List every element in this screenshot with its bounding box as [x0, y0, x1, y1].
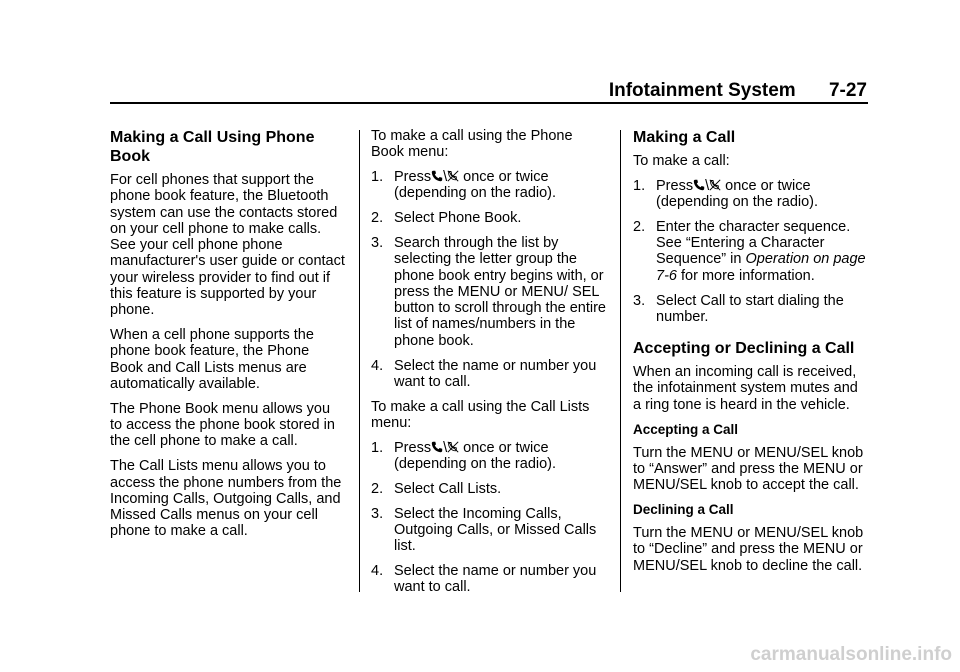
list-number: 4.	[371, 357, 384, 374]
column-divider-2	[620, 130, 621, 592]
step-text: Enter the character sequence. See “Entering a Character Sequence” in	[656, 218, 851, 268]
list-item	[633, 219, 869, 284]
list-item	[371, 481, 607, 497]
list-item	[371, 506, 607, 555]
column-3	[633, 128, 869, 582]
paragraph: To make a call:	[633, 153, 730, 169]
steps-list-call-lists	[371, 440, 607, 596]
step-text: Select the name or number you want to call.	[394, 563, 597, 596]
list-item	[371, 235, 607, 349]
list-item	[633, 178, 869, 211]
phone-icon	[693, 179, 705, 191]
step-text: once or twice (depending on the radio).	[394, 439, 557, 473]
step-text: Select Phone Book.	[394, 210, 522, 227]
list-number: 2.	[633, 218, 646, 235]
steps-list-phone-book	[371, 169, 607, 390]
list-item	[371, 210, 607, 226]
column-2	[371, 128, 607, 604]
header-title: Infotainment System	[608, 80, 796, 101]
step-text: Press	[394, 439, 432, 456]
paragraph: When an incoming call is received, the infotainment system mutes and a ring tone is heard in the vehicle.	[633, 364, 858, 413]
list-number: 1.	[371, 439, 384, 456]
separator: \	[443, 439, 448, 456]
paragraph: The Call Lists menu allows you to access the phone numbers from the Incoming Calls, Outgoing Calls, and Missed Calls menus on your cell phone to make a call.	[110, 458, 342, 540]
page-header	[609, 80, 867, 102]
column-1	[110, 128, 346, 548]
step-text: Press	[394, 169, 432, 186]
separator: \	[443, 169, 448, 186]
list-number: 2.	[371, 480, 384, 497]
list-item	[371, 358, 607, 391]
section-heading-phone-book: Making a Call Using Phone Book	[110, 129, 315, 165]
paragraph: When a cell phone supports the phone book feature, the Phone Book and Call Lists menus are automatically available.	[110, 327, 314, 393]
section-heading-accepting-declining: Accepting or Declining a Call	[633, 340, 855, 358]
list-number: 1.	[371, 169, 384, 186]
step-text: for more information.	[676, 267, 815, 284]
page-number: 7-27	[828, 80, 867, 101]
list-number: 3.	[371, 234, 384, 251]
paragraph: To make a call using the Call Lists menu:	[371, 398, 590, 431]
paragraph: The Phone Book menu allows you to access the phone book stored in the cell phone to make a call.	[110, 400, 335, 450]
section-heading-making-a-call: Making a Call	[633, 129, 736, 146]
mute-icon	[709, 179, 721, 191]
phone-icon	[431, 441, 443, 453]
step-text: Select Call Lists.	[394, 480, 502, 497]
mute-icon	[447, 170, 459, 182]
header-rule	[110, 102, 868, 104]
list-number: 2.	[371, 210, 384, 227]
step-text: Select the Incoming Calls, Outgoing Calls, or Missed Calls list.	[394, 505, 597, 555]
step-text: Select Call to start dialing the number.	[656, 292, 844, 325]
paragraph: For cell phones that support the phone book feature, the Bluetooth system can use the contacts stored on your cell phone to make calls. See your cell phone phone manufacturer's user guide or contact your wireless provider to find out if this feature is supported by your phone.	[110, 172, 345, 319]
list-item	[633, 293, 869, 326]
paragraph: Turn the MENU or MENU/SEL knob to “Answer” and press the MENU or MENU/SEL knob to accept the call.	[633, 444, 864, 494]
phone-icon	[431, 170, 443, 182]
step-text: Press	[656, 177, 694, 194]
paragraph: Turn the MENU or MENU/SEL knob to “Decline” and press the MENU or MENU/SEL knob to decline the call.	[633, 524, 864, 574]
subheading-declining: Declining a Call	[633, 501, 734, 517]
steps-list-make-call	[633, 178, 869, 325]
list-item	[371, 169, 607, 202]
mute-icon	[447, 441, 459, 453]
list-item	[371, 440, 607, 473]
cross-reference-link[interactable]: Operation on page 7-6	[656, 251, 866, 284]
separator: \	[705, 177, 710, 194]
step-text: once or twice (depending on the radio).	[656, 177, 819, 211]
list-number: 3.	[633, 292, 646, 309]
list-number: 1.	[633, 177, 646, 194]
step-text: Search through the list by selecting the letter group the phone book entry begins with, or press the MENU or MENU/ SEL button to scroll through the entire list of names/numbers in the phone book.	[394, 234, 606, 349]
subheading-accepting: Accepting a Call	[633, 421, 739, 437]
list-number: 3.	[371, 505, 384, 522]
step-text: Select the name or number you want to call.	[394, 357, 597, 390]
list-number: 4.	[371, 563, 384, 580]
list-item	[371, 563, 607, 596]
paragraph: To make a call using the Phone Book menu:	[371, 128, 573, 161]
step-text: once or twice (depending on the radio).	[394, 169, 557, 202]
column-divider-1	[359, 130, 360, 592]
watermark: carmanualsonline.info	[750, 644, 952, 665]
